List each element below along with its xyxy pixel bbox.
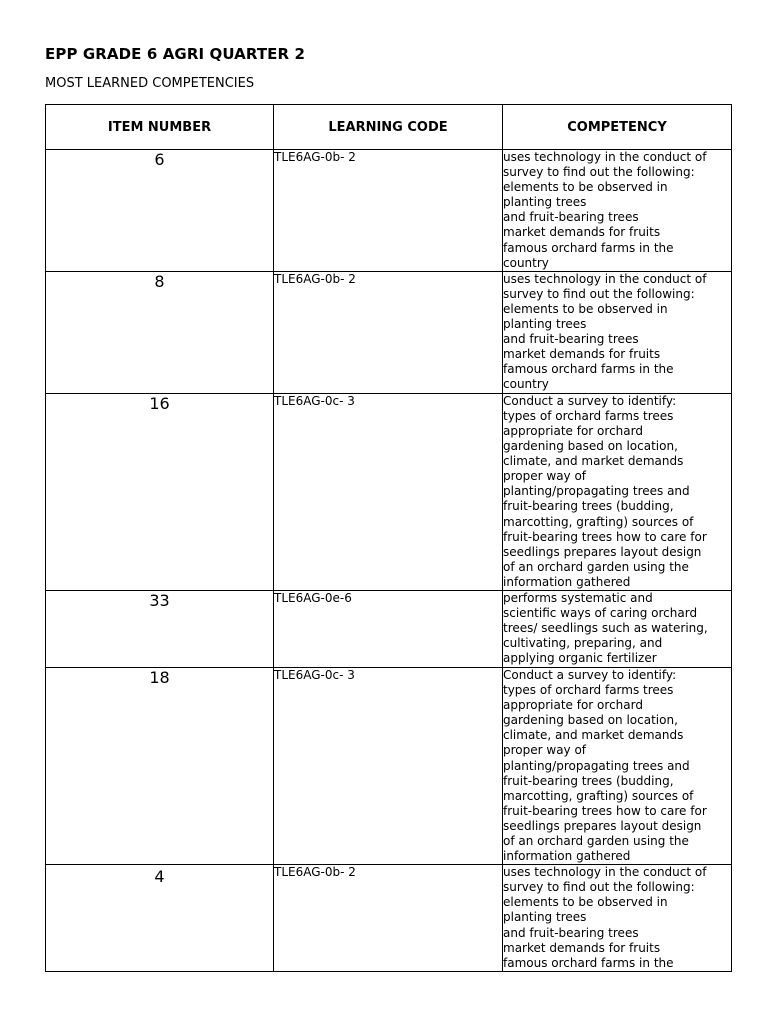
competency-line: appropriate for orchard xyxy=(503,698,643,713)
competency-line: proper way of xyxy=(503,743,587,758)
learning-code-cell: TLE6AG-0b- 2 xyxy=(274,865,503,972)
competency-line: Conduct a survey to identify: xyxy=(503,393,677,408)
competency-line: uses technology in the conduct of xyxy=(503,271,707,286)
competency-line: country xyxy=(503,377,549,392)
table-row xyxy=(46,590,732,667)
item-number-cell: 6 xyxy=(46,150,274,272)
competency-line: information gathered xyxy=(503,849,631,864)
table-row xyxy=(46,393,732,590)
competency-line: Conduct a survey to identify: xyxy=(503,667,677,682)
competency-cell xyxy=(503,271,732,393)
competency-line: and fruit-bearing trees xyxy=(503,925,639,940)
competency-line: survey to find out the following: xyxy=(503,165,695,180)
header-item-number: ITEM NUMBER xyxy=(46,105,274,150)
competency-line: marcotting, grafting) sources of xyxy=(503,788,694,803)
item-number-cell: 4 xyxy=(46,865,274,972)
page-title: EPP GRADE 6 AGRI QUARTER 2 xyxy=(45,45,306,63)
competency-line: uses technology in the conduct of xyxy=(503,865,707,880)
competency-line: climate, and market demands xyxy=(503,454,684,469)
competency-cell xyxy=(503,667,732,864)
item-number-cell: 18 xyxy=(46,667,274,864)
header-competency: COMPETENCY xyxy=(503,105,732,150)
competency-line: fruit-bearing trees how to care for xyxy=(503,803,707,818)
page-subtitle: MOST LEARNED COMPETENCIES xyxy=(45,76,255,91)
learning-code-cell: TLE6AG-0e-6 xyxy=(274,590,503,667)
competency-line: types of orchard farms trees xyxy=(503,683,674,698)
competency-line: fruit-bearing trees (budding, xyxy=(503,499,674,514)
competency-cell xyxy=(503,393,732,590)
competency-line: and fruit-bearing trees xyxy=(503,210,639,225)
competency-line: planting/propagating trees and xyxy=(503,484,690,499)
header-learning-code: LEARNING CODE xyxy=(274,105,503,150)
competency-line: seedlings prepares layout design xyxy=(503,818,702,833)
competency-line: uses technology in the conduct of xyxy=(503,150,707,164)
competency-line: survey to find out the following: xyxy=(503,286,695,301)
item-number-cell: 33 xyxy=(46,590,274,667)
competency-line: gardening based on location, xyxy=(503,713,678,728)
competency-line: elements to be observed in xyxy=(503,301,668,316)
competency-line: fruit-bearing trees (budding, xyxy=(503,773,674,788)
competency-line: scientific ways of caring orchard xyxy=(503,606,698,621)
competency-line: of an orchard garden using the xyxy=(503,834,689,848)
competency-table xyxy=(45,104,732,972)
competency-line: cultivating, preparing, and xyxy=(503,636,663,651)
competency-cell xyxy=(503,150,732,272)
learning-code-cell: TLE6AG-0c- 3 xyxy=(274,667,503,864)
table-row xyxy=(46,667,732,864)
competency-line: gardening based on location, xyxy=(503,439,678,454)
competency-line: climate, and market demands xyxy=(503,728,684,743)
competency-line: of an orchard garden using the xyxy=(503,559,689,574)
competency-line: seedlings prepares layout design xyxy=(503,544,702,559)
competency-line: market demands for fruits xyxy=(503,347,661,362)
competency-line: planting trees xyxy=(503,910,587,925)
learning-code-cell: TLE6AG-0b- 2 xyxy=(274,150,503,272)
competency-line: information gathered xyxy=(503,574,631,589)
learning-code-cell: TLE6AG-0b- 2 xyxy=(274,271,503,393)
competency-line: applying organic fertilizer xyxy=(503,651,657,666)
competency-line: fruit-bearing trees how to care for xyxy=(503,529,707,544)
competency-line: appropriate for orchard xyxy=(503,423,643,438)
competency-line: elements to be observed in xyxy=(503,180,668,195)
table-row xyxy=(46,865,732,972)
competency-line: country xyxy=(503,255,549,270)
competency-line: marcotting, grafting) sources of xyxy=(503,514,694,529)
competency-cell xyxy=(503,865,732,972)
item-number-cell: 8 xyxy=(46,271,274,393)
competency-line: market demands for fruits xyxy=(503,225,661,240)
competency-line: elements to be observed in xyxy=(503,895,668,910)
competency-line: famous orchard farms in the xyxy=(503,240,674,255)
competency-line: survey to find out the following: xyxy=(503,880,695,895)
item-number-cell: 16 xyxy=(46,393,274,590)
competency-line: famous orchard farms in the xyxy=(503,955,674,970)
competency-line: planting trees xyxy=(503,195,587,210)
competency-line: performs systematic and xyxy=(503,590,653,605)
competency-line: market demands for fruits xyxy=(503,940,661,955)
competency-line: trees/ seedlings such as watering, xyxy=(503,621,708,636)
table-header-row xyxy=(46,105,732,150)
competency-line: and fruit-bearing trees xyxy=(503,332,639,347)
table-row xyxy=(46,271,732,393)
learning-code-cell: TLE6AG-0c- 3 xyxy=(274,393,503,590)
competency-line: famous orchard farms in the xyxy=(503,362,674,377)
competency-cell xyxy=(503,590,732,667)
competency-line: planting/propagating trees and xyxy=(503,758,690,773)
table-row xyxy=(46,150,732,272)
competency-line: planting trees xyxy=(503,317,587,332)
competency-line: types of orchard farms trees xyxy=(503,408,674,423)
competency-line: proper way of xyxy=(503,469,587,484)
